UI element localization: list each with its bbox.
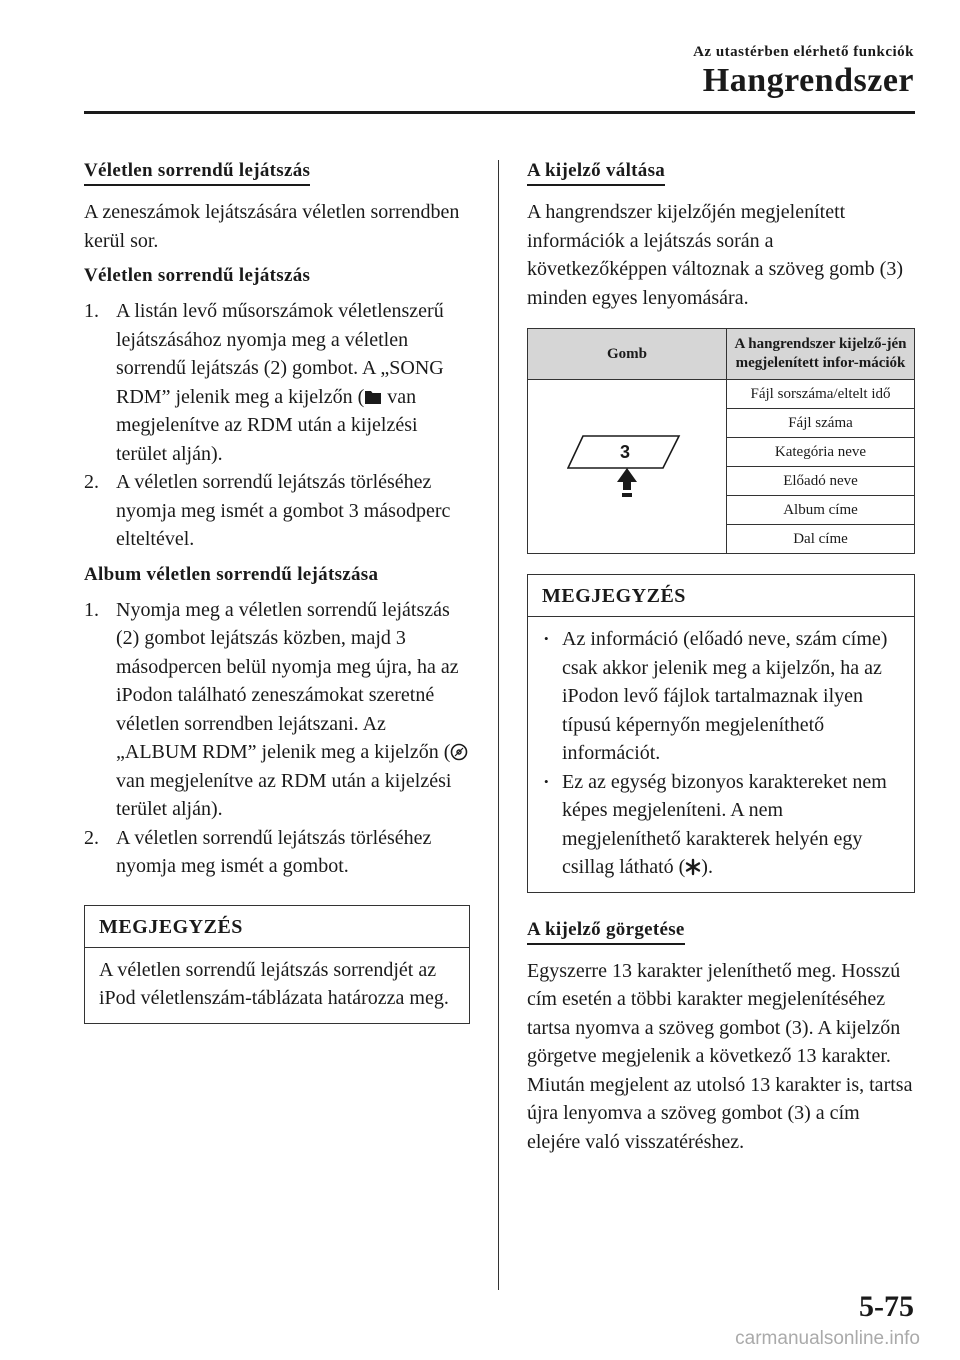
display-info-table [527, 328, 915, 554]
song-random-heading: Véletlen sorrendű lejátszás [84, 265, 311, 286]
display-scroll-heading: A kijelző görgetése [527, 919, 685, 945]
table-row [528, 380, 915, 409]
note-item-text: ). [701, 856, 713, 878]
chapter-title: Hangrendszer [702, 62, 914, 99]
asterisk-icon [685, 858, 701, 876]
list-item [84, 596, 470, 824]
step-number: 1. [84, 300, 99, 322]
note-body [528, 617, 914, 892]
note-title: MEGJEGYZÉS [528, 575, 914, 617]
table-cell: Album címe [727, 496, 915, 525]
display-switch-heading: A kijelző váltása [527, 160, 665, 186]
press-button-arrow-icon [567, 424, 687, 504]
folder-icon [364, 388, 382, 406]
note-item-text: Az információ (előadó neve, szám címe) csak akkor jelenik meg a kijelzőn, ha az iPodon levő fájlok tartalmaznak ilyen típusú képernyőn megjeleníthető információt. [562, 628, 888, 764]
album-random-heading: Album véletlen sorrendű lejátszása [84, 563, 379, 585]
random-play-intro: A zeneszámok lejátszására véletlen sorrendben kerül sor. [84, 201, 460, 252]
list-item [84, 297, 470, 468]
table-cell: Fájl száma [727, 409, 915, 438]
note-title: MEGJEGYZÉS [85, 906, 469, 948]
random-play-heading: Véletlen sorrendű lejátszás [84, 160, 310, 186]
left-column [84, 160, 470, 1024]
step-text: van megjelenítve az RDM után a kijelzési terület alján). [116, 769, 452, 820]
note-text: A véletlen sorrendű lejátszás sorrendjét az iPod véletlenszám-táblázata határozza meg. [99, 958, 449, 1009]
album-disc-icon [450, 743, 468, 761]
table-cell: Kategória neve [727, 438, 915, 467]
note-item-text: Ez az egység bizonyos karaktereket nem képes megjeleníteni. A nem megjeleníthető karakterek helyén egy csillag látható ( [562, 770, 887, 878]
display-scroll-text: Egyszerre 13 karakter jeleníthető meg. Hosszú cím esetén a többi karakter megjelenítéséhez tartsa nyomva a szöveg gombot (3). A kijelzőn görgetve megjelenik a következő 13 karakter. Miután megjelent az utolsó 13 karakter is, tartsa újra lenyomva a szöveg gombot (3) a cím elejére való visszatéréshez. [527, 959, 913, 1153]
step-text: van megjelenítve az RDM után a kijelzési terület alján). [116, 385, 418, 465]
page-number: 5-75 [859, 1290, 914, 1323]
table-cell: Előadó neve [727, 467, 915, 496]
note-box [84, 905, 470, 1024]
step-text: Nyomja meg a véletlen sorrendű lejátszás (2) gombot lejátszás közben, majd 3 másodpercen belül nyomja meg újra, ha az iPodon található zeneszámokat szeretné véletlen sorrendben lejátszani. Az „ALBUM RDM” jelenik meg a kijelzőn ( [116, 598, 459, 763]
list-item [542, 768, 900, 882]
header-rule [84, 111, 915, 114]
text-button-illustration [528, 380, 727, 554]
table-cell: Fájl sorszáma/eltelt idő [727, 380, 915, 409]
button-number-label: 3 [619, 442, 631, 462]
watermark: carmanualsonline.info [735, 1328, 920, 1349]
table-header-info: A hangrendszer kijelző-jén megjelenített infor-mációk [727, 329, 915, 380]
step-text: A véletlen sorrendű lejátszás törléséhez nyomja meg ismét a gombot. [116, 826, 432, 877]
step-text: A véletlen sorrendű lejátszás törléséhez nyomja meg ismét a gombot 3 másodperc elteltével. [116, 471, 451, 550]
album-random-steps [84, 596, 470, 881]
step-number: 2. [84, 471, 99, 493]
list-item [542, 625, 900, 768]
song-random-steps [84, 297, 470, 554]
step-text: A listán levő műsorszámok véletlenszerű lejátszásához nyomja meg a véletlen sorrendű lejátszás (2) gombot. A „SONG RDM” jelenik meg a kijelzőn ( [116, 300, 444, 408]
list-item [84, 824, 470, 881]
note-box [527, 574, 915, 893]
table-header-button: Gomb [528, 329, 727, 380]
step-number: 2. [84, 826, 99, 849]
column-divider [498, 160, 499, 1290]
right-column [527, 160, 915, 1166]
table-cell: Dal címe [727, 525, 915, 554]
list-item [84, 468, 470, 554]
step-number: 1. [84, 598, 99, 621]
section-header: Az utastérben elérhető funkciók [693, 44, 914, 60]
display-switch-text: A hangrendszer kijelzőjén megjelenített információk a lejátszás során a következőképpen változnak a szöveg gomb (3) minden egyes lenyomására. [527, 201, 903, 309]
